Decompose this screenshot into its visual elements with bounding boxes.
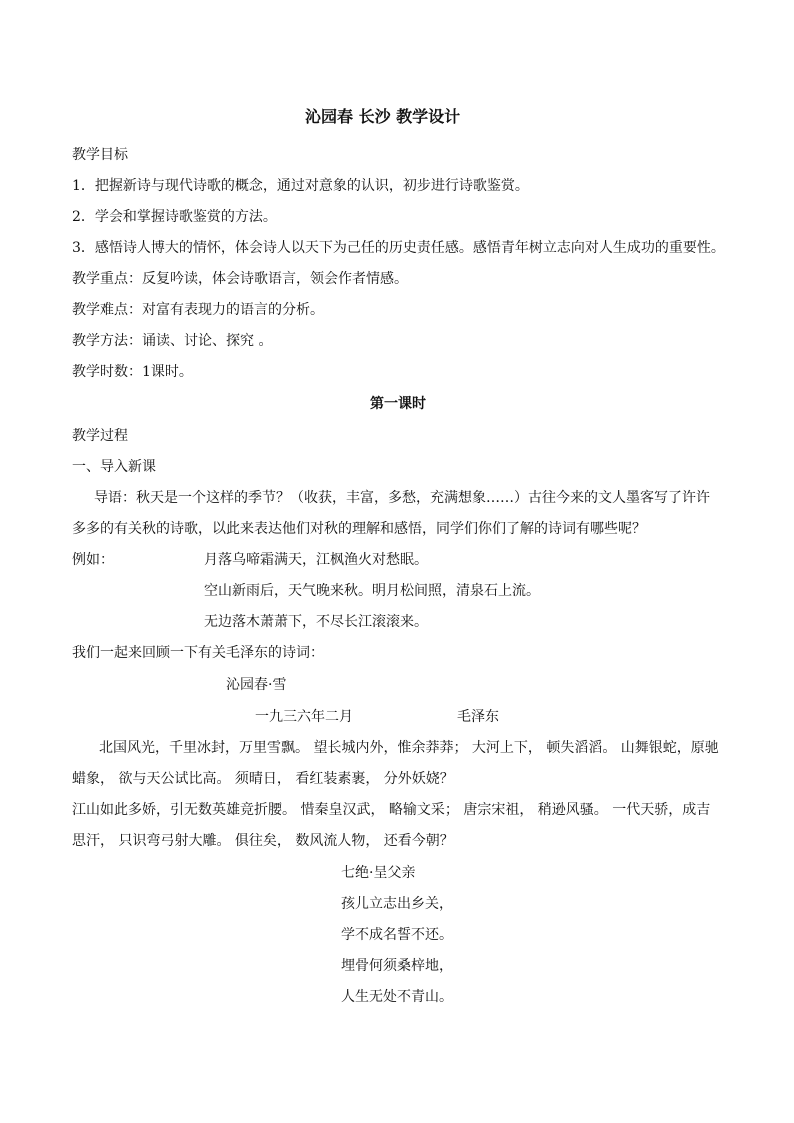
- poem-author: 毛泽东: [457, 709, 499, 725]
- intro-paragraph-line: 导语：秋天是一个这样的季节？（收获，丰富，多愁，充满想象……）古往今来的文人墨客写了许许: [94, 490, 710, 506]
- methods: 教学方法：诵读、讨论、探究 。: [72, 333, 273, 349]
- poem-line: 人生无处不青山。: [341, 989, 453, 1005]
- example-verse: 空山新雨后，天气晚来秋。明月松间照，清泉石上流。: [204, 583, 540, 599]
- example-verse: 月落乌啼霜满天，江枫渔火对愁眠。: [204, 552, 428, 568]
- poem-line: 江山如此多娇，引无数英雄竞折腰。 惜秦皇汉武， 略输文采； 唐宗宋祖， 稍逊风骚。 一代天骄，成吉: [72, 802, 711, 818]
- intro-paragraph-line: 多多的有关秋的诗歌，以此来表达他们对秋的理解和感悟，同学们你们了解的诗词有哪些呢？: [72, 521, 646, 537]
- teaching-hours: 教学时数：1课时。: [72, 364, 193, 380]
- poem-line: 学不成名誓不还。: [341, 927, 453, 943]
- lesson-title: 第一课时: [370, 396, 426, 412]
- section-heading: 一、导入新课: [72, 459, 156, 475]
- document-title: 沁园春 长沙 教学设计: [305, 107, 461, 126]
- example-label: 例如：: [72, 552, 114, 568]
- poem-line: 蜡象， 欲与天公试比高。 须晴日， 看红装素裹， 分外妖娆？: [72, 771, 454, 787]
- poem-date: 一九三六年二月: [255, 709, 353, 725]
- process-heading: 教学过程: [72, 428, 128, 444]
- example-verse: 无边落木萧萧下，不尽长江滚滚来。: [204, 614, 428, 630]
- poem-line: 北国风光，千里冰封，万里雪飘。 望长城内外，惟余莽莽； 大河上下， 顿失滔滔。 山舞银蛇，原驰: [99, 740, 719, 756]
- goal-item: 2．学会和掌握诗歌鉴赏的方法。: [72, 209, 277, 225]
- goal-item: 3．感悟诗人博大的情怀，体会诗人以天下为己任的历史责任感。感悟青年树立志向对人生成功的重要性。: [72, 240, 725, 256]
- goals-heading: 教学目标: [72, 147, 128, 163]
- poem-line: 埋骨何须桑梓地，: [341, 958, 453, 974]
- poem-title: 七绝·呈父亲: [341, 865, 416, 881]
- key-points: 教学重点：反复吟读，体会诗歌语言，领会作者情感。: [72, 271, 408, 287]
- goal-item: 1．把握新诗与现代诗歌的概念，通过对意象的认识，初步进行诗歌鉴赏。: [72, 178, 529, 194]
- poem-title: 沁园春·雪: [226, 677, 287, 693]
- poem-line: 思汗， 只识弯弓射大雕。 俱往矣， 数风流人物， 还看今朝？: [72, 833, 454, 849]
- review-line: 我们一起来回顾一下有关毛泽东的诗词：: [72, 645, 324, 661]
- difficulty: 教学难点：对富有表现力的语言的分析。: [72, 302, 324, 318]
- poem-line: 孩儿立志出乡关，: [341, 896, 453, 912]
